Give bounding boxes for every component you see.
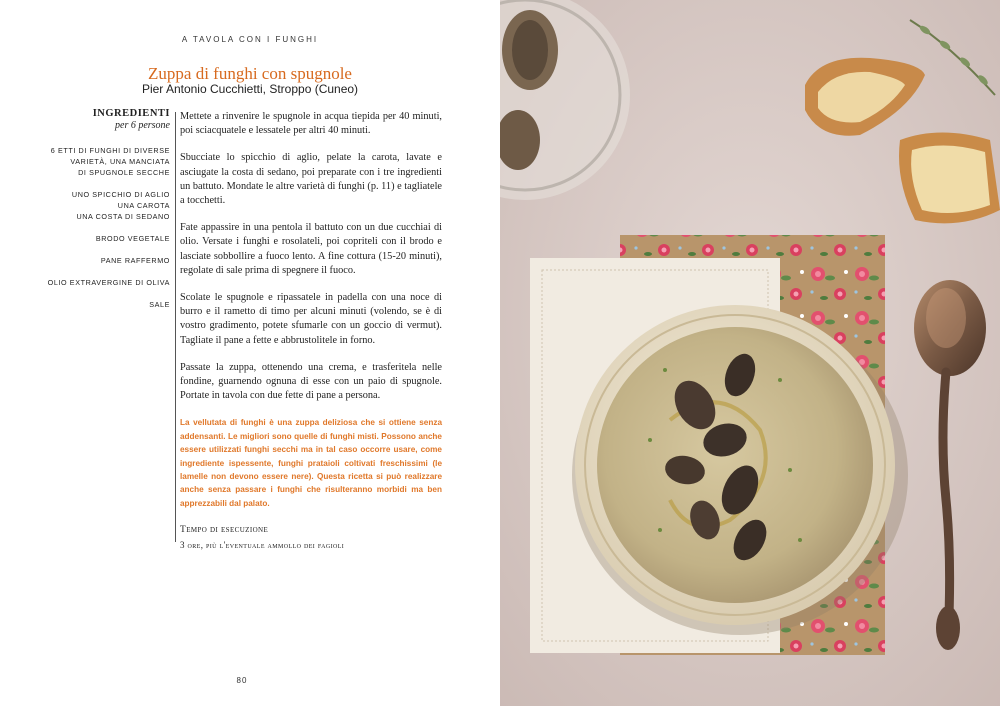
ingredient-item: OLIO EXTRAVERGINE DI OLIVA — [47, 278, 170, 287]
ingredient-item: BRODO VEGETALE — [95, 234, 170, 243]
ingredients-list — [40, 145, 170, 310]
servings-label: per 6 persone — [115, 120, 170, 131]
recipe-note: La vellutata di funghi è una zuppa deliziosa che si ottiene senza addensanti. Le migliori sono quelle di funghi misti. Possono anche essere utilizzati funghi secchi ma in tal caso occorre usare, come ingrediente ispessente, funghi prataioli coltivati freschissimi (le lamelle non devono essere nere). Questa ricetta si può realizzare anche senza passare i funghi che risulteranno morbidi ma ben apprezzabili dal palato. — [180, 418, 442, 508]
ingredients-heading: INGREDIENTI — [92, 108, 170, 119]
page-number: 80 — [236, 676, 248, 685]
method-step: Sbucciate lo spicchio di aglio, pelate la carota, lavate e asciugate la costa di sedano, poi preparate con i tre ingredienti un battuto. Mondate le altre varietà di funghi (p. 11) e tagliatele a tocchetti. — [180, 152, 442, 207]
soup-photo — [500, 0, 1000, 706]
method-step: Fate appassire in una pentola il battuto con un due cucchiai di olio. Versate i funghi e rosolateli, poi copriteli con il brodo e lasciate sobbollire a fuoco lento. A fine cottura (15-20 minuti), regolate di sale prima di spegnere il fuoco. — [180, 222, 442, 276]
time-value: 3 ore, più l'eventuale ammollo dei fagioli — [180, 539, 345, 550]
recipe-title: Zuppa di funghi con spugnole — [148, 64, 352, 83]
recipe-author: Pier Antonio Cucchietti, Stroppo (Cuneo) — [141, 82, 359, 96]
time-label: Tempo di esecuzione — [180, 525, 269, 536]
method-column — [180, 110, 442, 552]
ingredient-item: UNO SPICCHIO DI AGLIO UNA CAROTA UNA COSTA DI SEDANO — [71, 190, 170, 221]
ingredient-item: SALE — [149, 300, 170, 309]
ingredient-item: PANE RAFFERMO — [100, 256, 170, 265]
method-step: Passate la zuppa, ottenendo una crema, e trasferitela nelle fondine, guarnendo ognuna di esse con un paio di spugnole. Portate in tavola con due fette di pane a persona. — [180, 361, 442, 402]
ingredients-column — [40, 108, 170, 321]
column-divider — [175, 112, 176, 542]
method-step: Scolate le spugnole e ripassatele in padella con una noce di burro e il rametto di timo per alcuni minuti (volendo, se è di vostro gradimento, potete sfumarle con un goccio di vermut). Tagliate il pane a fette e abbrustolitele in forno. — [180, 292, 442, 346]
running-head: A TAVOLA CON I FUNGHI — [181, 35, 319, 44]
ingredient-item: 6 ETTI DI FUNGHI DI DIVERSE VARIETÀ, UNA MANCIATA DI SPUGNOLE SECCHE — [50, 146, 170, 177]
method-step: Mettete a rinvenire le spugnole in acqua tiepida per 40 minuti, poi sciacquatele e lessatele per altri 40 minuti. — [180, 111, 442, 137]
